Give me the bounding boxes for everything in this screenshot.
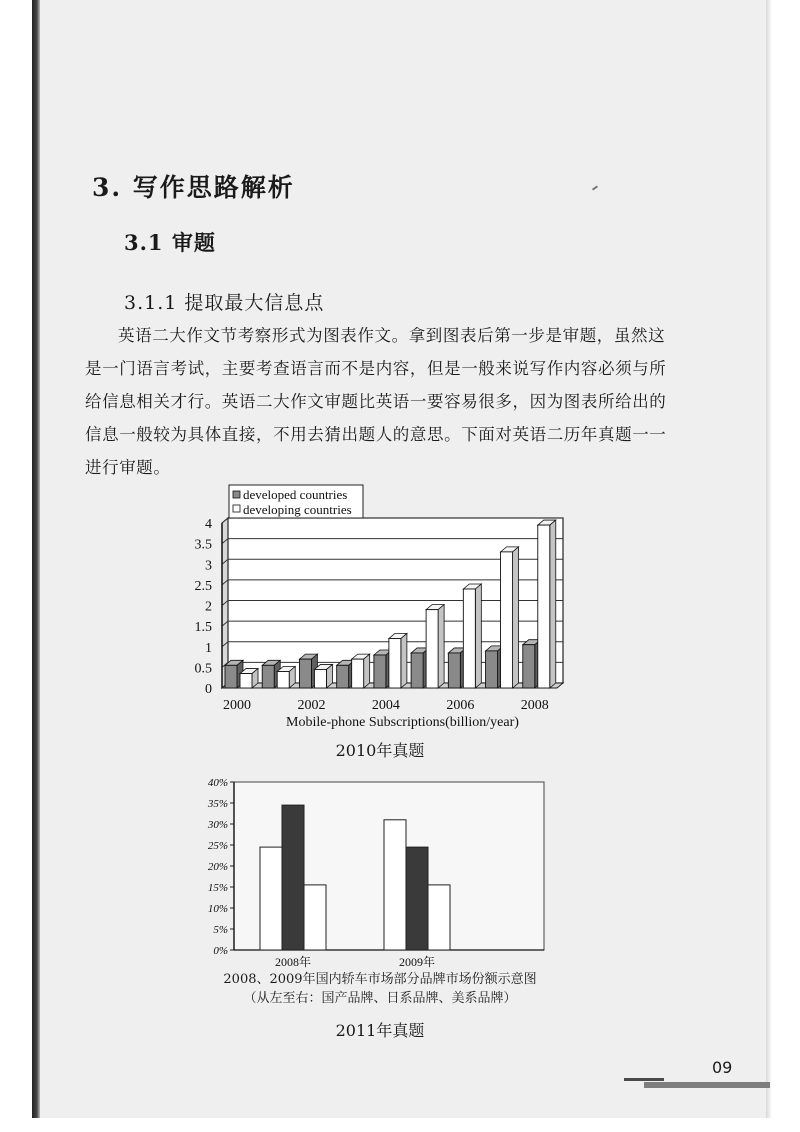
legend-swatch-developing [233, 505, 240, 512]
legend-swatch-developed [233, 491, 240, 498]
caption-line: （从左至右：国产品牌、日系品牌、美系品牌） [243, 991, 517, 1006]
bar-side [364, 654, 370, 688]
chart-caption-2011 [180, 970, 580, 1008]
bar-front [337, 665, 349, 688]
bar-front [240, 674, 252, 688]
chart-2011-car-market-share [190, 773, 550, 973]
bar-front [225, 665, 237, 688]
chart2-x-tick-label: 2008年 [274, 955, 312, 969]
bar-side [513, 547, 519, 688]
scan-edge-right [766, 0, 772, 1118]
bar-front [463, 589, 475, 688]
bar-side [475, 584, 481, 688]
bar-front [389, 639, 401, 689]
chart1-bar-developing [538, 520, 556, 688]
chart2-y-tick-label: 15% [207, 882, 228, 894]
chart1-x-tick-label: 2006 [446, 698, 475, 713]
chart1-x-tick-label: 2000 [223, 698, 251, 713]
chart2-y-tick-label: 5% [213, 924, 228, 936]
bar-side [550, 520, 556, 688]
bar-front [374, 655, 386, 688]
chart1-x-axis-label: Mobile-phone Subscriptions(billion/year) [286, 715, 519, 730]
chart2-x-tick-label: 2009年 [398, 955, 436, 969]
footer-mark [624, 1078, 664, 1081]
chart1-x-tick-label: 2002 [297, 698, 326, 713]
legend-label-developing: developing countries [243, 502, 352, 517]
chart2-y-tick-label: 40% [207, 777, 228, 789]
footer-bar [644, 1082, 770, 1088]
chart2-bar-japanese [282, 805, 304, 950]
chart2-y-tick-label: 30% [207, 819, 228, 831]
bar-front [501, 552, 513, 688]
body-paragraph [85, 319, 705, 484]
bar-front [352, 659, 364, 688]
bar-front [523, 645, 535, 688]
chart1-bar-developing [277, 667, 295, 689]
bar-side [438, 605, 444, 688]
bar-front [314, 669, 326, 688]
bar-front [277, 672, 289, 689]
chart1-bar-developing [463, 584, 481, 688]
chart1-bar-developing [240, 669, 258, 688]
chart2-y-tick-label: 20% [207, 861, 228, 873]
chart2-bar-american [304, 885, 326, 950]
chart2-bar-american [428, 885, 450, 950]
chart1-y-tick-label: 0 [205, 682, 212, 697]
paragraph-line: 给信息相关才行。英语二大作文审题比英语一要容易很多，因为图表所给出的 [85, 392, 667, 411]
chart1-bar-developing [314, 664, 332, 688]
paragraph-line: 英语二大作文节考察形式为图表作文。拿到图表后第一步是审题，虽然这 [118, 326, 666, 345]
bar-front [448, 653, 460, 688]
chart2-bar-domestic [260, 847, 282, 950]
subsection-heading: 3.1 审题 [124, 230, 216, 255]
chart2-y-tick-label: 0% [213, 945, 228, 957]
chart1-y-tick-label: 3.5 [194, 537, 212, 553]
bar-front [486, 651, 498, 688]
chart2-bar-domestic [384, 820, 406, 950]
paragraph-line: 是一门语言考试，主要考查语言而不是内容，但是一般来说写作内容必须与所 [85, 359, 667, 378]
subsubsection-heading: 3.1.1 提取最大信息点 [124, 292, 325, 314]
chart1-y-tick-label: 2.5 [194, 578, 212, 594]
section-heading: 3. 写作思路解析 [92, 173, 295, 202]
chart1-y-tick-label: 0.5 [194, 661, 212, 677]
chart1-y-tick-label: 1 [205, 640, 212, 656]
page-number: 09 [712, 1058, 733, 1077]
chart2-y-tick-label: 35% [207, 798, 228, 810]
chart1-bar-developing [352, 654, 370, 688]
legend-label-developed: developed countries [243, 487, 348, 502]
chart1-y-tick-label: 4 [205, 517, 212, 532]
paragraph-line: 信息一般较为具体直接，不用去猜出题人的意思。下面对英语二历年真题一一 [85, 425, 667, 444]
chart-title-2011: 2011年真题 [335, 1021, 425, 1040]
chart1-legend [229, 485, 363, 518]
paragraph-line: 进行审题。 [85, 458, 171, 477]
chart1-y-tick-label: 3 [205, 558, 212, 574]
scan-edge-left [32, 0, 40, 1118]
bar-front [538, 525, 550, 688]
chart-title-2010: 2010年真题 [335, 741, 425, 760]
chart1-bar-developing [389, 634, 407, 689]
chart1-y-tick-label: 1.5 [194, 620, 212, 636]
chart1-bar-developing [501, 547, 519, 688]
chart1-bar-developing [426, 605, 444, 688]
bar-side [401, 634, 407, 689]
chart2-y-tick-label: 10% [207, 903, 228, 915]
bar-front [426, 610, 438, 688]
chart1-x-tick-label: 2008 [520, 698, 549, 713]
chart-2010-mobile-subscriptions [185, 480, 585, 735]
bar-front [262, 665, 274, 688]
chart1-y-tick-label: 2 [205, 599, 212, 615]
chart1-x-tick-label: 2004 [371, 698, 400, 713]
bar-front [299, 659, 311, 688]
bar-front [411, 653, 423, 688]
caption-line: 2008、2009年国内轿车市场部分品牌市场份额示意图 [223, 972, 537, 987]
chart2-y-tick-label: 25% [207, 840, 228, 852]
chart2-bar-japanese [406, 847, 428, 950]
